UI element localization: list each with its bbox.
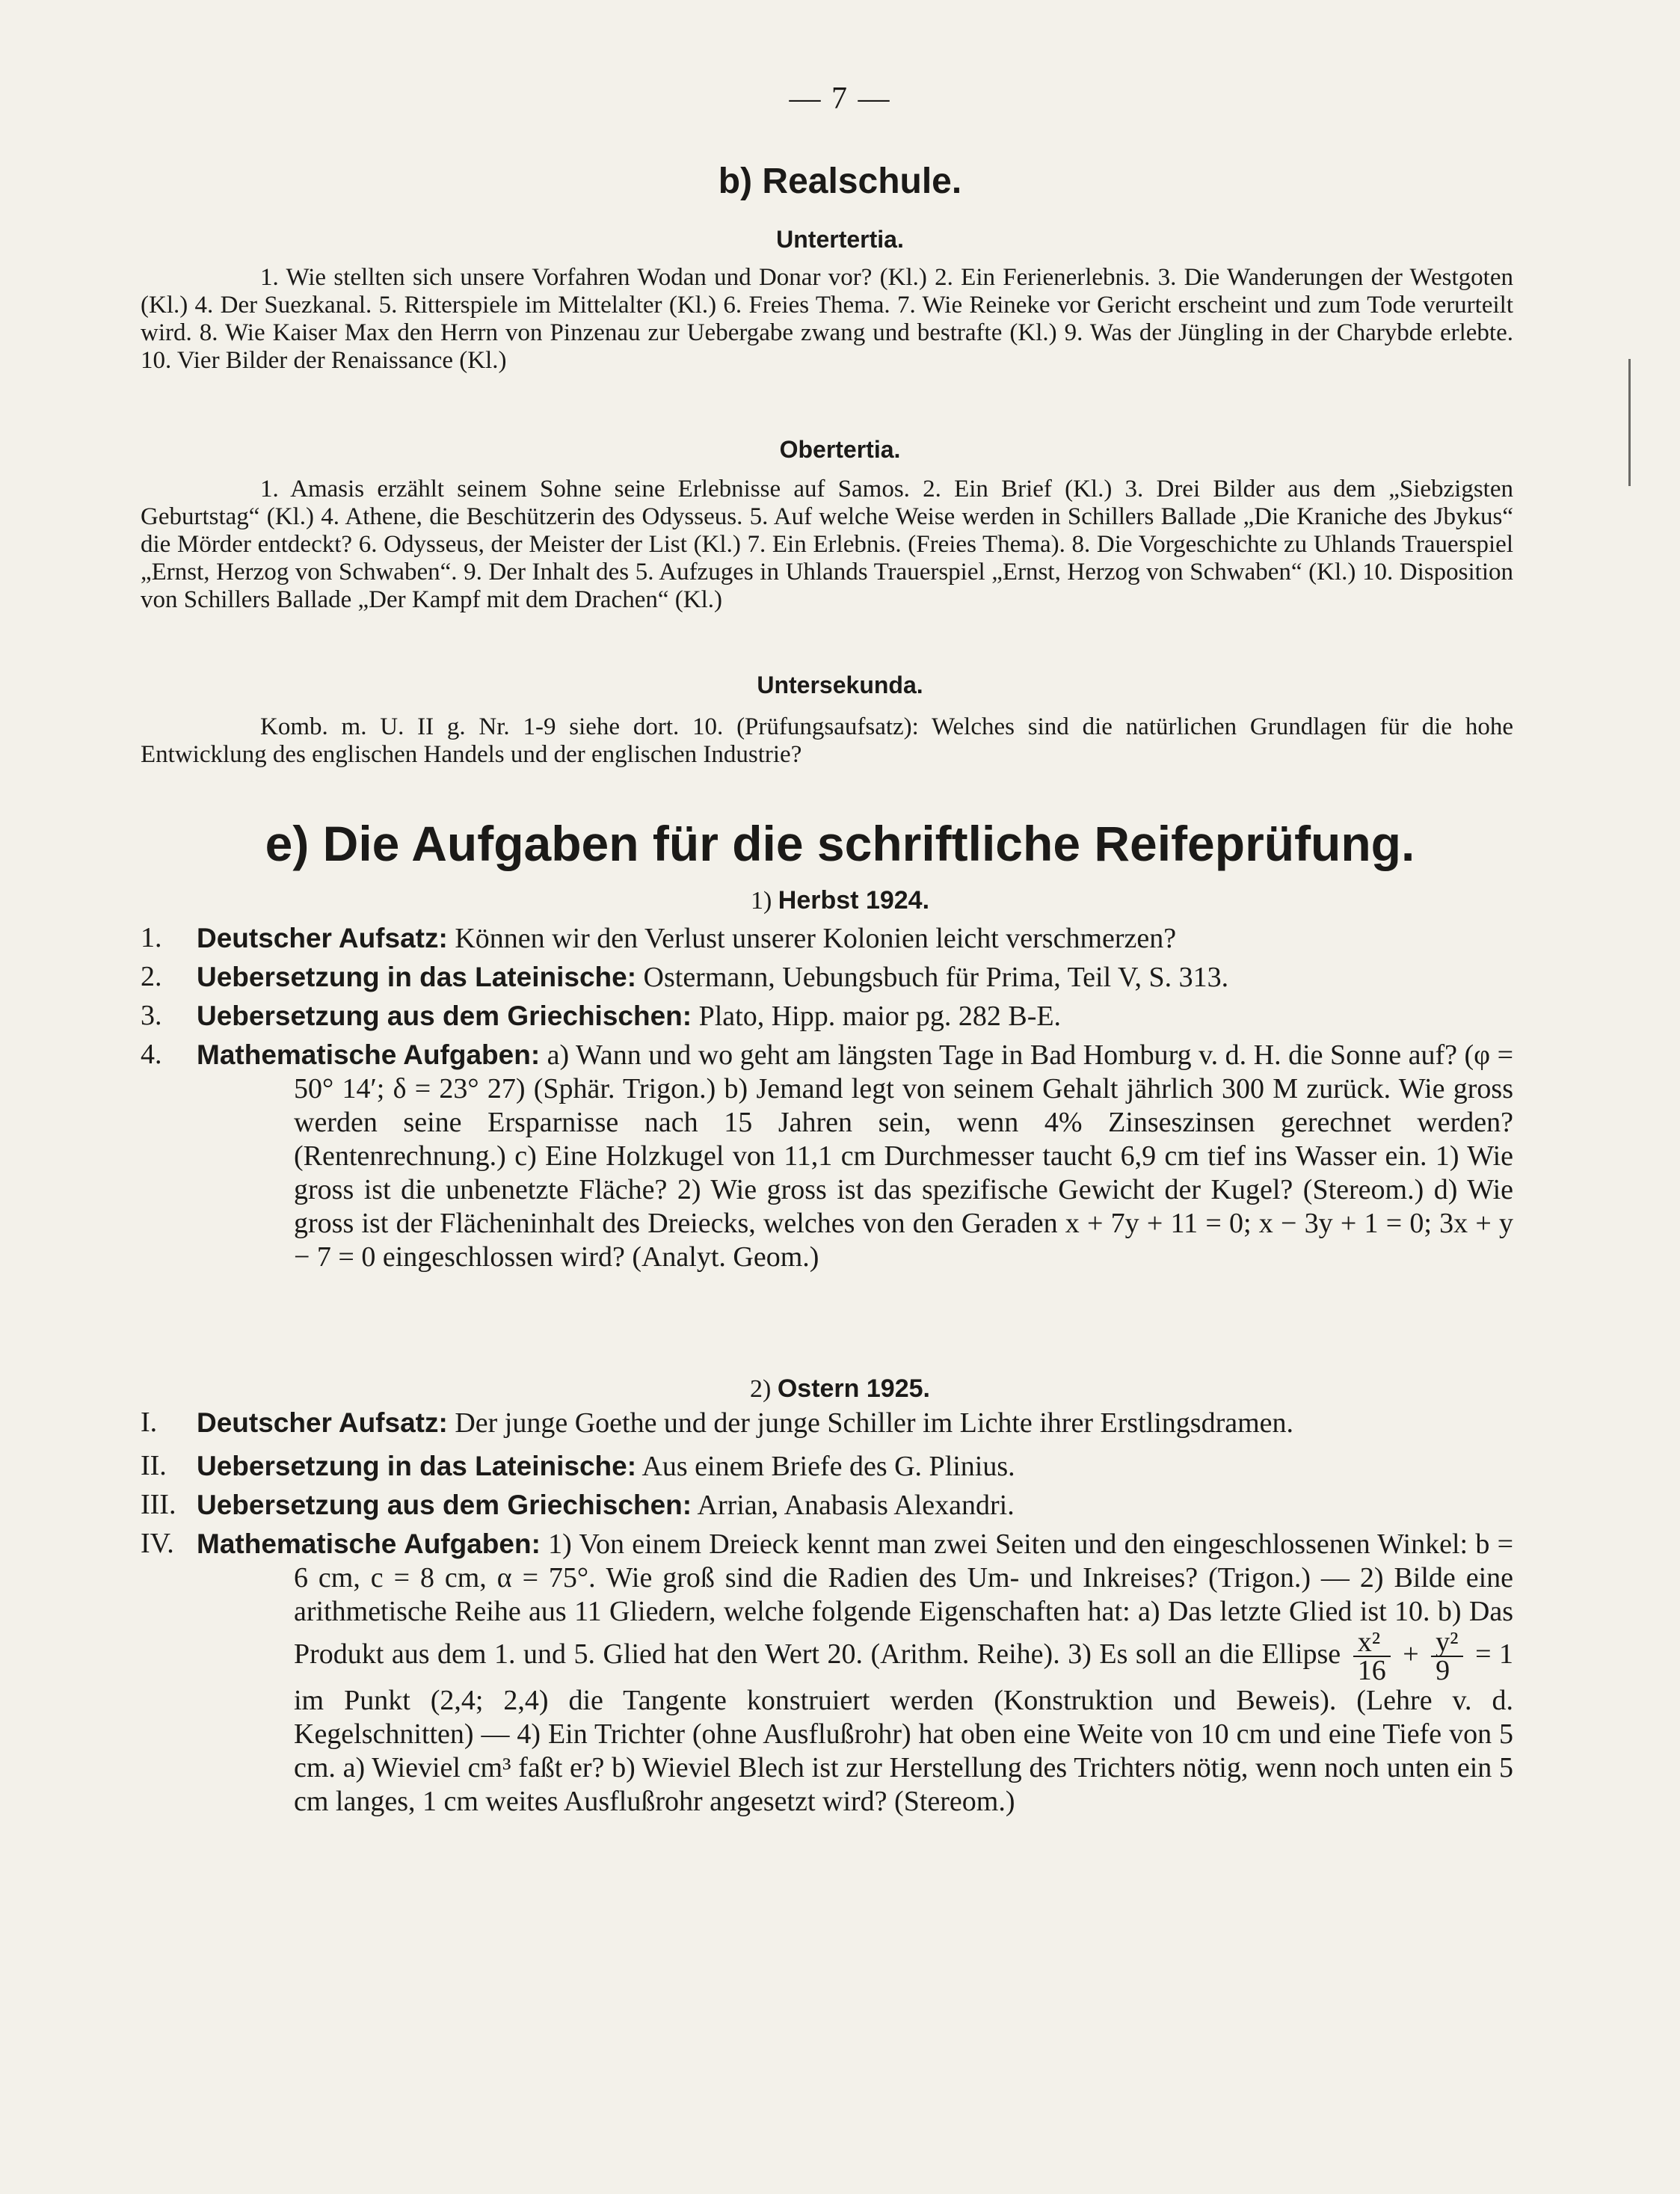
item-label: Uebersetzung in das Lateinische: xyxy=(197,962,637,992)
item-text: Plato, Hipp. maior pg. 282 B-E. xyxy=(698,1001,1062,1032)
untertertia-text xyxy=(141,264,1513,375)
fraction-x-numerator: x² xyxy=(1353,1629,1391,1657)
item-number: III. xyxy=(141,1489,176,1520)
item-text: Können wir den Verlust unserer Kolonien leicht verschmerzen? xyxy=(455,923,1177,954)
item-text: Arrian, Anabasis Alexandri. xyxy=(697,1490,1015,1521)
ostern-item xyxy=(141,1488,1513,1522)
item-number: 3. xyxy=(141,1000,162,1031)
item-label: Deutscher Aufsatz: xyxy=(197,1407,448,1438)
ostern-item xyxy=(141,1406,1513,1440)
item-text: Aus einem Briefe des G. Plinius. xyxy=(641,1451,1015,1482)
item-label: Mathematische Aufgaben: xyxy=(197,1039,541,1070)
herbst-item xyxy=(141,1038,1513,1274)
ostern-item xyxy=(141,1527,1513,1819)
untersekunda-text xyxy=(141,713,1513,769)
obertertia-paragraph: 1. Amasis erzählt seinem Sohne seine Erlebnisse auf Samos. 2. Ein Brief (Kl.) 3. Drei Bilder aus dem „Siebzigsten Geburtstag“ (Kl.) 4. Athene, die Beschützerin des Odysseus. 5. Auf welche Weise werden in Schillers Ballade „Die Kraniche des Jbykus“ die Mörder entdeckt? 6. Odysseus, der Meister der List (Kl.) 7. Ein Erlebnis. (Freies Thema). 8. Die Vorgeschichte zu Uhlands Trauerspiel „Ernst, Herzog von Schwaben“. 9. Der Inhalt des 5. Aufzuges in Uhlands Trauerspiel „Ernst, Herzog von Schwaben“ (Kl.) 10. Disposition von Schillers Ballade „Der Kampf mit dem Drachen“ (Kl.) xyxy=(141,476,1513,613)
item-label: Uebersetzung in das Lateinische: xyxy=(197,1451,637,1481)
herbst-title: Herbst 1924. xyxy=(778,886,930,915)
untersekunda-paragraph: Komb. m. U. II g. Nr. 1-9 siehe dort. 10. (Prüfungsaufsatz): Welches sind die natürlichen Grundlagen für die hohe Entwicklung des englischen Handels und der englischen Industrie? xyxy=(141,713,1513,768)
item-label: Deutscher Aufsatz: xyxy=(197,923,448,953)
fraction-y-denominator: 9 xyxy=(1436,1655,1450,1686)
item-text: Ostermann, Uebungsbuch für Prima, Teil V, S. 313. xyxy=(643,962,1229,993)
untertertia-paragraph: 1. Wie stellten sich unsere Vorfahren Wodan und Donar vor? (Kl.) 2. Ein Ferienerlebnis. 3. Die Wanderungen der Westgoten (Kl.) 4. Der Suezkanal. 5. Ritterspiele im Mittelalter (Kl.) 6. Freies Thema. 7. Wie Reineke vor Gericht erscheint und zum Tode verurteilt wird. 8. Wie Kaiser Max den Herrn von Pinzenau zur Uebergabe zwang und bestrafte (Kl.) 9. Was der Jüngling in der Charybde erlebte. 10. Vier Bilder der Renaissance (Kl.) xyxy=(141,264,1513,374)
item-text: Der junge Goethe und der junge Schiller im Lichte ihrer Erstlingsdramen. xyxy=(455,1407,1294,1439)
margin-rule xyxy=(1628,359,1631,486)
item-label: Uebersetzung aus dem Griechischen: xyxy=(197,1490,692,1520)
herbst-item xyxy=(141,999,1513,1033)
realschule-heading: b) Realschule. xyxy=(718,162,962,201)
ostern-item xyxy=(141,1449,1513,1484)
fraction-y-numerator: y² xyxy=(1431,1629,1462,1657)
item-number: 2. xyxy=(141,961,162,992)
item-label: Uebersetzung aus dem Griechischen: xyxy=(197,1001,692,1031)
ostern-heading xyxy=(0,1374,1680,1404)
herbst-item xyxy=(141,921,1513,956)
herbst-prefix: 1) xyxy=(750,887,772,915)
untersekunda-heading: Untersekunda. xyxy=(757,672,923,698)
plus-sign: + xyxy=(1403,1638,1419,1670)
item-number: IV. xyxy=(141,1528,174,1559)
obertertia-text xyxy=(141,476,1513,614)
herbst-heading xyxy=(0,886,1680,915)
item-label: Mathematische Aufgaben: xyxy=(197,1528,541,1559)
herbst-list xyxy=(141,921,1513,1274)
ostern-list xyxy=(141,1406,1513,1819)
item-number: II. xyxy=(141,1450,167,1481)
item-text: a) Wann und wo geht am längsten Tage in Bad Homburg v. d. H. die Sonne auf? (φ = 50° 14′; δ = 23° 27) (Sphär. Trigon.) b) Jemand legt von seinem Gehalt jährlich 300 M zurück. Wie gross werden seine Ersparnisse nach 15 Jahren sein, wenn 4% Zinseszinsen gerechnet werden? (Rentenrechnung.) c) Eine Holzkugel von 11,1 cm Durchmesser taucht 6,9 cm tief ins Wasser ein. 1) Wie gross ist die unbenetzte Fläche? 2) Wie gross ist das spezifische Gewicht der Kugel? (Stereom.) d) Wie gross ist der Flächeninhalt des Dreiecks, welches von den Geraden x + 7y + 11 = 0; x − 3y + 1 = 0; 3x + y − 7 = 0 eingeschlossen wird? (Analyt. Geom.) xyxy=(294,1039,1514,1273)
herbst-item xyxy=(141,960,1513,995)
ostern-prefix: 2) xyxy=(750,1375,772,1403)
fraction-x-denominator: 16 xyxy=(1357,1655,1386,1686)
reifepruefung-heading: e) Die Aufgaben für die schriftliche Reifeprüfung. xyxy=(265,816,1415,871)
item-number: 1. xyxy=(141,922,162,953)
item-text-a: 1) Von einem Dreieck kennt man zwei Seiten und den eingeschlossenen Winkel: b = 6 cm, c = 8 cm, α = 75°. Wie groß sind die Radien des Um- und Inkreises? (Trigon.) — 2) Bilde eine arithmetische Reihe aus 11 Gliedern, welche folgende Eigenschaften hat: a) Das letzte Glied ist 10. b) Das Produkt aus dem 1. und 5. Glied hat den Wert 20. (Arithm. Reihe). 3) Es soll an die Ellipse xyxy=(294,1528,1514,1670)
item-number: I. xyxy=(141,1407,158,1438)
fraction-x xyxy=(1353,1626,1391,1686)
item-text-b: = 1 im Punkt (2,4; 2,4) die Tangente konstruiert werden (Konstruktion und Beweis). (Lehre v. d. Kegelschnitten) — 4) Ein Trichter (ohne Ausflußrohr) hat oben eine Weite von 10 cm und eine Tiefe von 5 cm. a) Wieviel cm³ faßt er? b) Wieviel Blech ist zur Herstellung des Trichters nötig, wenn noch unten ein 5 cm langes, 1 cm weites Ausflußrohr angesetzt wird? (Stereom.) xyxy=(294,1638,1514,1817)
obertertia-heading: Obertertia. xyxy=(779,436,901,463)
page-number: — 7 — xyxy=(789,82,891,116)
ostern-title: Ostern 1925. xyxy=(777,1374,930,1403)
fraction-y xyxy=(1431,1626,1462,1686)
untertertia-heading: Untertertia. xyxy=(776,226,904,253)
item-number: 4. xyxy=(141,1039,162,1070)
